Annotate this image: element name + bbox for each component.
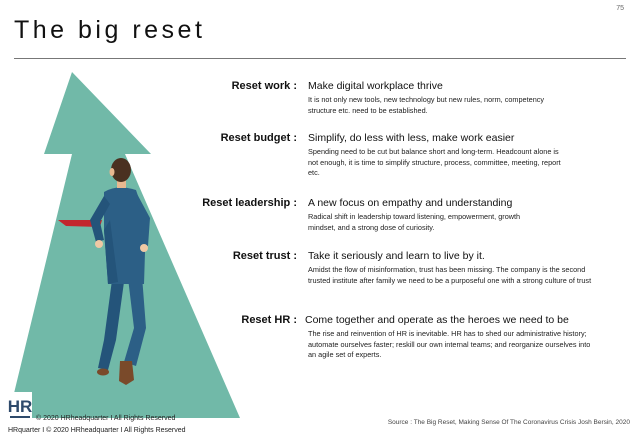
reset-heading: Come together and operate as the heroes we need to be — [305, 314, 569, 326]
hr-logo-text: HR — [8, 397, 32, 416]
copyright-text: © 2020 HRheadquarter I All Rights Reserved — [36, 415, 176, 422]
reset-description: The rise and reinvention of HR is inevitable. HR has to shed our administrative history; automate ourselves faster; reskill our own internal teams; and reorganize ourselves into an agile set of experts. — [308, 329, 591, 359]
reset-label: Reset HR : — [241, 314, 297, 326]
reset-label: Reset work : — [231, 80, 297, 92]
back-shoe — [97, 369, 109, 376]
reset-heading: Simplify, do less with less, make work easier — [308, 132, 515, 144]
reset-heading: Take it seriously and learn to live by it. — [308, 250, 485, 262]
reset-description: Spending need to be cut but balance short and long-term. Headcount alone is not enough, it is time to simplify structure, process, committee, meeting, report etc. — [308, 147, 561, 177]
reset-description: Radical shift in leadership toward listening, empowerment, growth mindset, and a strong dose of curiosity. — [308, 212, 521, 232]
reset-description: Amidst the flow of misinformation, trust has been missing. The company is the second trusted institute after family we need to be a purposeful one with a strong culture of trust — [308, 265, 592, 285]
reset-label: Reset budget : — [220, 132, 297, 144]
page-number: 75 — [616, 5, 624, 12]
copyright-echo-text: HRquarter I © 2020 HRheadquarter I All Rights Reserved — [8, 427, 186, 434]
title-divider — [14, 58, 626, 59]
source-citation: Source : The Big Reset, Making Sense Of The Coronavirus Crisis Josh Bersin, 2020 — [387, 419, 630, 426]
hr-logo — [8, 392, 32, 422]
reset-heading: Make digital workplace thrive — [308, 80, 443, 92]
front-shoe — [119, 361, 134, 385]
reset-label: Reset trust : — [232, 250, 297, 262]
hero-arrow-illustration — [0, 70, 245, 420]
reset-description: It is not only new tools, new technology but new rules, norm, competency structure etc. need to be established. — [308, 95, 545, 115]
reset-label: Reset leadership : — [202, 197, 297, 209]
page-title: The big reset — [14, 16, 206, 44]
reset-heading: A new focus on empathy and understanding — [308, 197, 513, 209]
